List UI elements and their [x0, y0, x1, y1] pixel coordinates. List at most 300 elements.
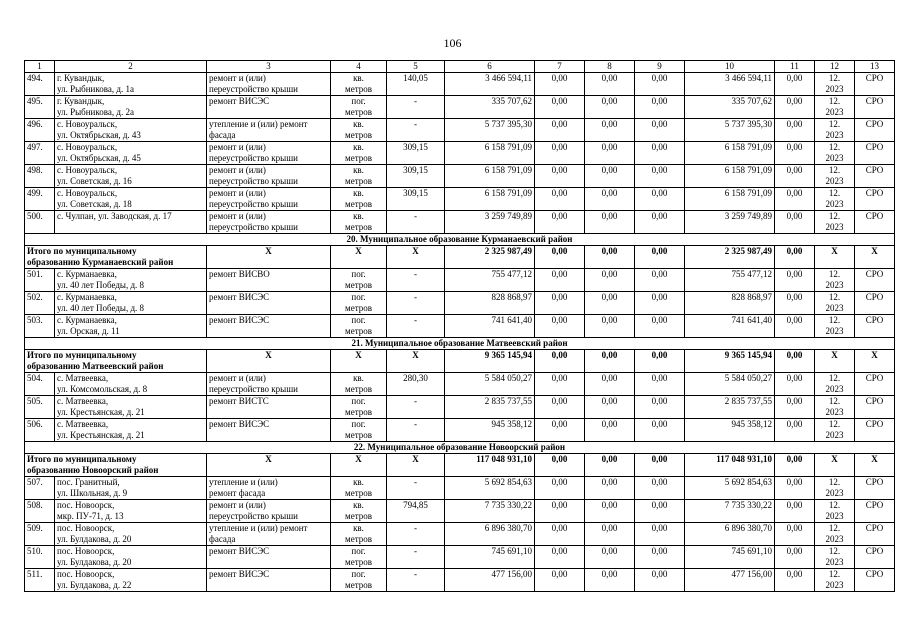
- table-cell: 0,00: [635, 269, 685, 292]
- table-cell: 0,00: [535, 165, 585, 188]
- table-cell: 0,00: [775, 292, 815, 315]
- table-cell: 0,00: [775, 142, 815, 165]
- table-cell: СРО: [855, 96, 895, 119]
- table-cell: -: [387, 569, 445, 592]
- table-cell: кв. метров: [331, 523, 387, 546]
- table-cell: 0,00: [635, 500, 685, 523]
- table-cell: с. Матвеевка, ул. Комсомольская, д. 8: [55, 373, 207, 396]
- table-cell: 309,15: [387, 165, 445, 188]
- table-cell: ремонт и (или) переустройство крыши: [207, 73, 331, 96]
- table-cell: СРО: [855, 523, 895, 546]
- table-cell: 0,00: [535, 546, 585, 569]
- table-cell: 0,00: [535, 315, 585, 338]
- table-cell: пос. Гранитный, ул. Школьная, д. 9: [55, 477, 207, 500]
- column-header: 10: [685, 61, 775, 73]
- table-row: [25, 396, 895, 419]
- table-cell: с. Курманаевка, ул. Орская, д. 11: [55, 315, 207, 338]
- table-row: [25, 500, 895, 523]
- total-cell: 9 365 145,94: [685, 350, 775, 373]
- table-cell: с. Матвеевка, ул. Крестьянская, д. 21: [55, 396, 207, 419]
- table-cell: ремонт и (или) переустройство крыши: [207, 211, 331, 234]
- table-cell: 7 735 330,22: [685, 500, 775, 523]
- table-cell: 0,00: [585, 188, 635, 211]
- table-cell: ремонт и (или) переустройство крыши: [207, 373, 331, 396]
- table-cell: 496.: [25, 119, 55, 142]
- table-cell: 5 692 854,63: [445, 477, 535, 500]
- table-cell: пос. Новоорск, мкр. ПУ-71, д. 13: [55, 500, 207, 523]
- total-cell: 0,00: [535, 246, 585, 269]
- table-cell: 0,00: [775, 477, 815, 500]
- table-row: [25, 165, 895, 188]
- table-cell: с. Новоуральск, ул. Октябрьская, д. 45: [55, 142, 207, 165]
- section-heading-row: [25, 442, 895, 454]
- table-cell: ремонт ВИСЭС: [207, 96, 331, 119]
- table-cell: 0,00: [535, 188, 585, 211]
- table-cell: 0,00: [775, 119, 815, 142]
- table-cell: 0,00: [535, 73, 585, 96]
- table-cell: 828 868,97: [685, 292, 775, 315]
- table-cell: 0,00: [535, 142, 585, 165]
- table-cell: ремонт ВИСЭС: [207, 292, 331, 315]
- table-cell: 6 158 791,09: [445, 142, 535, 165]
- table-cell: 507.: [25, 477, 55, 500]
- column-header: 6: [445, 61, 535, 73]
- table-cell: СРО: [855, 477, 895, 500]
- table-cell: 3 259 749,89: [685, 211, 775, 234]
- table-cell: 6 896 380,70: [685, 523, 775, 546]
- table-cell: 0,00: [635, 315, 685, 338]
- total-cell: 2 325 987,49: [445, 246, 535, 269]
- table-row: [25, 373, 895, 396]
- table-cell: 945 358,12: [685, 419, 775, 442]
- total-cell: X: [331, 246, 387, 269]
- table-cell: 498.: [25, 165, 55, 188]
- table-cell: СРО: [855, 119, 895, 142]
- table-row: [25, 315, 895, 338]
- table-cell: 0,00: [775, 211, 815, 234]
- table-cell: кв. метров: [331, 73, 387, 96]
- table-cell: 12. 2023: [815, 73, 855, 96]
- column-header: 8: [585, 61, 635, 73]
- table-row: [25, 119, 895, 142]
- total-cell: X: [207, 246, 331, 269]
- table-row: [25, 73, 895, 96]
- table-cell: 0,00: [775, 569, 815, 592]
- table-cell: 509.: [25, 523, 55, 546]
- table-cell: 5 737 395,30: [445, 119, 535, 142]
- table-cell: 12. 2023: [815, 315, 855, 338]
- table-cell: 0,00: [585, 119, 635, 142]
- table-cell: 0,00: [585, 73, 635, 96]
- table-cell: с. Новоуральск, ул. Октябрьская, д. 43: [55, 119, 207, 142]
- table-cell: 0,00: [635, 373, 685, 396]
- table-cell: пос. Новоорск, ул. Булдакова, д. 20: [55, 523, 207, 546]
- table-cell: кв. метров: [331, 119, 387, 142]
- table-cell: ремонт и (или) переустройство крыши: [207, 165, 331, 188]
- section-heading-row: [25, 234, 895, 246]
- table-cell: 335 707,62: [445, 96, 535, 119]
- table-row: [25, 477, 895, 500]
- table-cell: 0,00: [585, 523, 635, 546]
- total-cell: 0,00: [535, 454, 585, 477]
- table-cell: СРО: [855, 315, 895, 338]
- table-cell: 309,15: [387, 188, 445, 211]
- table-cell: 5 584 050,27: [685, 373, 775, 396]
- total-label: Итого по муниципальному образованию Матвеевский район: [25, 350, 207, 373]
- table-cell: 0,00: [585, 292, 635, 315]
- table-cell: 12. 2023: [815, 569, 855, 592]
- table-cell: 12. 2023: [815, 396, 855, 419]
- column-header: 12: [815, 61, 855, 73]
- table-cell: 0,00: [775, 269, 815, 292]
- table-cell: пос. Новоорск, ул. Булдакова, д. 20: [55, 546, 207, 569]
- table-cell: кв. метров: [331, 165, 387, 188]
- table-cell: СРО: [855, 188, 895, 211]
- table-cell: с. Новоуральск, ул. Советская, д. 18: [55, 188, 207, 211]
- total-cell: 0,00: [775, 350, 815, 373]
- total-cell: 0,00: [585, 454, 635, 477]
- table-cell: 0,00: [775, 500, 815, 523]
- total-cell: 0,00: [635, 454, 685, 477]
- total-row: [25, 350, 895, 373]
- section-heading: 20. Муниципальное образование Курманаевский район: [25, 234, 895, 246]
- table-cell: 0,00: [535, 373, 585, 396]
- table-cell: 794,85: [387, 500, 445, 523]
- table-row: [25, 292, 895, 315]
- table-cell: утепление и (или) ремонт фасада: [207, 119, 331, 142]
- table-cell: ремонт ВИСЭС: [207, 569, 331, 592]
- table-cell: 0,00: [585, 142, 635, 165]
- table-cell: СРО: [855, 73, 895, 96]
- table-cell: ремонт ВИСТС: [207, 396, 331, 419]
- table-row: [25, 211, 895, 234]
- table-cell: кв. метров: [331, 373, 387, 396]
- table-cell: 0,00: [585, 211, 635, 234]
- table-cell: 6 158 791,09: [445, 188, 535, 211]
- table-cell: 0,00: [535, 211, 585, 234]
- table-cell: 12. 2023: [815, 373, 855, 396]
- table-cell: 0,00: [535, 119, 585, 142]
- total-cell: X: [855, 246, 895, 269]
- table-cell: 12. 2023: [815, 142, 855, 165]
- table-row: [25, 523, 895, 546]
- total-cell: 0,00: [585, 350, 635, 373]
- table-cell: 12. 2023: [815, 119, 855, 142]
- total-cell: 0,00: [775, 454, 815, 477]
- table-cell: 12. 2023: [815, 546, 855, 569]
- table-cell: 0,00: [775, 73, 815, 96]
- table-cell: пог. метров: [331, 396, 387, 419]
- table-cell: 508.: [25, 500, 55, 523]
- table-cell: СРО: [855, 373, 895, 396]
- table-cell: 0,00: [775, 373, 815, 396]
- table-cell: 741 641,40: [445, 315, 535, 338]
- table-cell: утепление и (или) ремонт фасада: [207, 477, 331, 500]
- table-cell: 494.: [25, 73, 55, 96]
- total-cell: 0,00: [635, 246, 685, 269]
- total-cell: 0,00: [775, 246, 815, 269]
- table-body: [25, 61, 895, 592]
- total-cell: X: [207, 454, 331, 477]
- table-cell: 12. 2023: [815, 188, 855, 211]
- table-cell: 3 466 594,11: [445, 73, 535, 96]
- table-cell: СРО: [855, 419, 895, 442]
- table-cell: 2 835 737,55: [685, 396, 775, 419]
- capital-repair-table: [24, 60, 895, 592]
- table-cell: 503.: [25, 315, 55, 338]
- table-cell: 0,00: [535, 396, 585, 419]
- column-header: 1: [25, 61, 55, 73]
- table-cell: 6 158 791,09: [685, 165, 775, 188]
- table-cell: 0,00: [585, 373, 635, 396]
- table-cell: 745 691,10: [685, 546, 775, 569]
- table-row: [25, 96, 895, 119]
- table-cell: 12. 2023: [815, 500, 855, 523]
- table-cell: пог. метров: [331, 292, 387, 315]
- table-cell: 5 692 854,63: [685, 477, 775, 500]
- table-cell: -: [387, 419, 445, 442]
- table-cell: 12. 2023: [815, 292, 855, 315]
- total-cell: 117 048 931,10: [445, 454, 535, 477]
- table-cell: 0,00: [775, 188, 815, 211]
- table-cell: 0,00: [535, 477, 585, 500]
- table-cell: 0,00: [775, 546, 815, 569]
- total-cell: X: [387, 454, 445, 477]
- table-cell: с. Курманаевка, ул. 40 лет Победы, д. 8: [55, 269, 207, 292]
- table-cell: 3 259 749,89: [445, 211, 535, 234]
- table-cell: 0,00: [585, 96, 635, 119]
- table-row: [25, 419, 895, 442]
- section-heading-row: [25, 338, 895, 350]
- table-cell: кв. метров: [331, 500, 387, 523]
- table-cell: с. Новоуральск, ул. Советская, д. 16: [55, 165, 207, 188]
- table-cell: с. Матвеевка, ул. Крестьянская, д. 21: [55, 419, 207, 442]
- table-cell: 0,00: [635, 188, 685, 211]
- total-label: Итого по муниципальному образованию Курманаевский район: [25, 246, 207, 269]
- table-cell: утепление и (или) ремонт фасада: [207, 523, 331, 546]
- table-cell: 755 477,12: [685, 269, 775, 292]
- table-cell: 0,00: [585, 419, 635, 442]
- table-cell: СРО: [855, 546, 895, 569]
- table-cell: пог. метров: [331, 96, 387, 119]
- table-cell: 0,00: [635, 119, 685, 142]
- table-cell: ремонт ВИСЭС: [207, 419, 331, 442]
- table-cell: СРО: [855, 269, 895, 292]
- table-cell: 0,00: [535, 500, 585, 523]
- table-cell: 335 707,62: [685, 96, 775, 119]
- table-cell: -: [387, 315, 445, 338]
- table-cell: кв. метров: [331, 142, 387, 165]
- column-header: 9: [635, 61, 685, 73]
- page-number: 106: [443, 36, 462, 50]
- table-cell: 945 358,12: [445, 419, 535, 442]
- table-cell: 12. 2023: [815, 269, 855, 292]
- table-cell: -: [387, 546, 445, 569]
- table-cell: 6 158 791,09: [685, 188, 775, 211]
- table-cell: 12. 2023: [815, 523, 855, 546]
- table-cell: кв. метров: [331, 477, 387, 500]
- table-cell: г. Кувандык, ул. Рыбникова, д. 2а: [55, 96, 207, 119]
- table-cell: ремонт и (или) переустройство крыши: [207, 500, 331, 523]
- total-cell: X: [815, 454, 855, 477]
- total-cell: X: [855, 454, 895, 477]
- table-cell: ремонт ВИСВО: [207, 269, 331, 292]
- table-cell: 0,00: [585, 269, 635, 292]
- table-cell: пог. метров: [331, 419, 387, 442]
- table-cell: 0,00: [635, 165, 685, 188]
- table-cell: 0,00: [535, 419, 585, 442]
- table-cell: кв. метров: [331, 188, 387, 211]
- table-cell: 0,00: [775, 96, 815, 119]
- table-cell: 511.: [25, 569, 55, 592]
- table-cell: 828 868,97: [445, 292, 535, 315]
- table-cell: 0,00: [635, 211, 685, 234]
- table-cell: 0,00: [775, 165, 815, 188]
- table-cell: ремонт ВИСЭС: [207, 546, 331, 569]
- total-cell: X: [387, 246, 445, 269]
- table-cell: 510.: [25, 546, 55, 569]
- table-cell: кв. метров: [331, 211, 387, 234]
- table-cell: 12. 2023: [815, 419, 855, 442]
- table-cell: 497.: [25, 142, 55, 165]
- table-cell: СРО: [855, 569, 895, 592]
- table-cell: пог. метров: [331, 546, 387, 569]
- table-cell: 12. 2023: [815, 165, 855, 188]
- table-cell: 741 641,40: [685, 315, 775, 338]
- total-cell: X: [815, 246, 855, 269]
- table-cell: 7 735 330,22: [445, 500, 535, 523]
- table-row: [25, 188, 895, 211]
- total-label: Итого по муниципальному образованию Новоорский район: [25, 454, 207, 477]
- table-cell: 499.: [25, 188, 55, 211]
- table-cell: 0,00: [775, 419, 815, 442]
- total-cell: 2 325 987,49: [685, 246, 775, 269]
- table-cell: 0,00: [585, 396, 635, 419]
- total-cell: 0,00: [585, 246, 635, 269]
- table-cell: 0,00: [635, 419, 685, 442]
- section-heading: 22. Муниципальное образование Новоорский район: [25, 442, 895, 454]
- table-cell: 0,00: [585, 165, 635, 188]
- table-cell: 0,00: [635, 546, 685, 569]
- header-row: [25, 61, 895, 73]
- table-cell: 12. 2023: [815, 477, 855, 500]
- table-cell: 0,00: [535, 292, 585, 315]
- table-cell: 500.: [25, 211, 55, 234]
- total-row: [25, 246, 895, 269]
- column-header: 5: [387, 61, 445, 73]
- table-cell: 12. 2023: [815, 96, 855, 119]
- table-cell: 0,00: [635, 73, 685, 96]
- table-cell: -: [387, 396, 445, 419]
- total-cell: 0,00: [635, 350, 685, 373]
- table-cell: пос. Новоорск, ул. Булдакова, д. 22: [55, 569, 207, 592]
- table-cell: 5 737 395,30: [685, 119, 775, 142]
- table-cell: СРО: [855, 165, 895, 188]
- section-heading: 21. Муниципальное образование Матвеевский район: [25, 338, 895, 350]
- table-cell: 0,00: [585, 315, 635, 338]
- table-cell: ремонт и (или) переустройство крыши: [207, 142, 331, 165]
- table-cell: 12. 2023: [815, 211, 855, 234]
- table-cell: 0,00: [635, 477, 685, 500]
- table-cell: 0,00: [535, 523, 585, 546]
- table-cell: 0,00: [635, 96, 685, 119]
- table-cell: 755 477,12: [445, 269, 535, 292]
- table-cell: 3 466 594,11: [685, 73, 775, 96]
- table-cell: -: [387, 292, 445, 315]
- table-cell: 0,00: [535, 96, 585, 119]
- total-cell: X: [331, 350, 387, 373]
- table-cell: 309,15: [387, 142, 445, 165]
- table-cell: 0,00: [535, 269, 585, 292]
- table-cell: 6 158 791,09: [445, 165, 535, 188]
- total-cell: X: [331, 454, 387, 477]
- table-cell: СРО: [855, 500, 895, 523]
- table-cell: 0,00: [775, 396, 815, 419]
- table-cell: -: [387, 96, 445, 119]
- table-cell: 280,30: [387, 373, 445, 396]
- table-cell: 501.: [25, 269, 55, 292]
- table-row: [25, 546, 895, 569]
- total-cell: X: [387, 350, 445, 373]
- table-cell: 5 584 050,27: [445, 373, 535, 396]
- column-header: 4: [331, 61, 387, 73]
- table-cell: 0,00: [535, 569, 585, 592]
- table-cell: 505.: [25, 396, 55, 419]
- total-cell: X: [815, 350, 855, 373]
- table-cell: пог. метров: [331, 269, 387, 292]
- table-cell: СРО: [855, 211, 895, 234]
- total-cell: 0,00: [535, 350, 585, 373]
- total-cell: X: [855, 350, 895, 373]
- table-cell: 506.: [25, 419, 55, 442]
- table-cell: 0,00: [635, 292, 685, 315]
- table-cell: ремонт ВИСЭС: [207, 315, 331, 338]
- table-cell: 140,05: [387, 73, 445, 96]
- table-cell: 477 156,00: [685, 569, 775, 592]
- table-cell: -: [387, 269, 445, 292]
- table-cell: 0,00: [635, 142, 685, 165]
- total-cell: 117 048 931,10: [685, 454, 775, 477]
- table-cell: 504.: [25, 373, 55, 396]
- table-cell: 0,00: [585, 477, 635, 500]
- column-header: 2: [55, 61, 207, 73]
- table-cell: -: [387, 477, 445, 500]
- table-cell: 502.: [25, 292, 55, 315]
- column-header: 3: [207, 61, 331, 73]
- table-cell: 495.: [25, 96, 55, 119]
- table-cell: 0,00: [585, 569, 635, 592]
- table-cell: СРО: [855, 292, 895, 315]
- column-header: 7: [535, 61, 585, 73]
- table-cell: с. Чулпан, ул. Заводская, д. 17: [55, 211, 207, 234]
- table-cell: -: [387, 119, 445, 142]
- table-cell: пог. метров: [331, 315, 387, 338]
- table-cell: -: [387, 523, 445, 546]
- table-row: [25, 269, 895, 292]
- table-cell: СРО: [855, 142, 895, 165]
- table-cell: 477 156,00: [445, 569, 535, 592]
- table-cell: 6 896 380,70: [445, 523, 535, 546]
- column-header: 13: [855, 61, 895, 73]
- table-cell: 0,00: [775, 523, 815, 546]
- table-cell: пог. метров: [331, 569, 387, 592]
- total-row: [25, 454, 895, 477]
- table-cell: 6 158 791,09: [685, 142, 775, 165]
- table-cell: 0,00: [635, 523, 685, 546]
- table-cell: 0,00: [585, 546, 635, 569]
- table-cell: 2 835 737,55: [445, 396, 535, 419]
- total-cell: X: [207, 350, 331, 373]
